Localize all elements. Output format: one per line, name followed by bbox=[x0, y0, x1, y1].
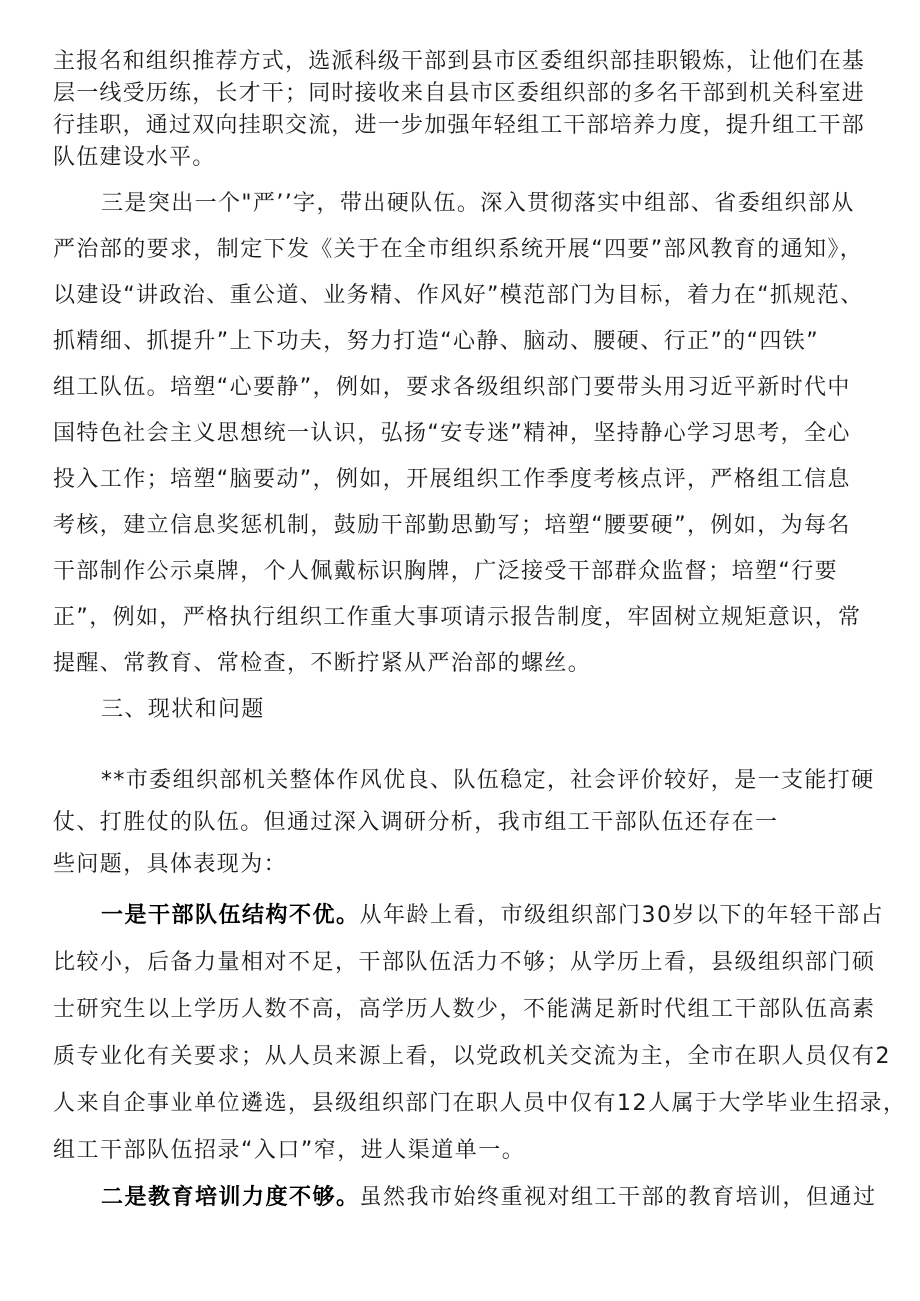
text-line: 国特色社会主义思想统一认识，弘扬“安专迷”精神，坚持静心学习思考，全心 bbox=[53, 421, 851, 446]
text-line: 层一线受历练，长才干；同时接收来自县市区委组织部的多名干部到机关科室进 bbox=[53, 81, 866, 106]
text-line: 组工干部队伍招录“入口”窄，进人渠道单一。 bbox=[53, 1138, 526, 1163]
text-line: 人来自企事业单位遴选，县级组织部门在职人员中仅有12人属于大学毕业生招录， bbox=[53, 1091, 907, 1116]
text-line: 行挂职，通过双向挂职交流，进一步加强年轻组工干部培养力度，提升组工干部 bbox=[53, 113, 866, 138]
bold-lead: 一是干部队伍结构不优。 bbox=[101, 903, 360, 928]
text-line bbox=[53, 1174, 877, 1221]
text-line bbox=[53, 892, 885, 939]
text-line: 以建设“讲政治、重公道、业务精、作风好”模范部门为目标，着力在“抓规范、 bbox=[53, 283, 864, 308]
text-line: 投入工作；培塑“脑要动”，例如，开展组织工作季度考核点评，严格组工信息 bbox=[53, 467, 851, 492]
paragraph-4 bbox=[53, 892, 907, 1221]
text-line: 提醒、常教育、常检查，不断拧紧从严治部的螺丝。 bbox=[53, 651, 592, 676]
section-heading: 三、现状和问题 bbox=[101, 697, 265, 722]
text-line: 组工队伍。培塑“心要静”，例如，要求各级组织部门要带头用习近平新时代中 bbox=[53, 375, 851, 400]
text-line: 抓精细、抓提升”上下功夫，努力打造“心静、脑动、腰硬、行正”的“四铁” bbox=[53, 329, 819, 354]
paragraph-2 bbox=[53, 181, 873, 733]
text-line: **市委组织部机关整体作风优良、队伍稳定，社会评价较好，是一支能打硬 bbox=[101, 768, 875, 793]
text-run: 从年龄上看，市级组织部门30岁以下的年轻干部占 bbox=[359, 903, 885, 928]
text-line: 士研究生以上学历人数不高，高学历人数少，不能满足新时代组工干部队伍高素 bbox=[53, 997, 876, 1022]
paragraph-3 bbox=[53, 760, 873, 886]
text-line: 仗、打胜仗的队伍。但通过深入调研分析，我市组工干部队伍还存在一 bbox=[53, 810, 779, 835]
text-run: 虽然我市始终重视对组工干部的教育培训，但通过 bbox=[359, 1185, 877, 1210]
text-line: 正”，例如，严格执行组织工作重大事项请示报告制度，牢固树立规矩意识，常 bbox=[53, 605, 862, 630]
text-line: 质专业化有关要求；从人员来源上看，以党政机关交流为主，全市在职人员仅有2 bbox=[53, 1044, 891, 1069]
paragraph-1 bbox=[53, 46, 871, 174]
text-line: 些问题，具体表现为： bbox=[53, 852, 288, 877]
bold-lead: 二是教育培训力度不够。 bbox=[101, 1185, 360, 1210]
text-line: 三是突出一个"严’’字，带出硬队伍。深入贯彻落实中组部、省委组织部从 bbox=[101, 191, 855, 216]
text-line: 严治部的要求，制定下发《关于在全市组织系统开展“四要”部风教育的通知》， bbox=[53, 237, 864, 262]
text-line: 比较小，后备力量相对不足，干部队伍活力不够；从学历上看，县级组织部门硕 bbox=[53, 950, 876, 975]
text-line: 干部制作公示桌牌，个人佩戴标识胸牌，广泛接受干部群众监督；培塑“行要 bbox=[53, 559, 838, 584]
text-line: 主报名和组织推荐方式，选派科级干部到县市区委组织部挂职锻炼，让他们在基 bbox=[53, 49, 866, 74]
text-line: 考核，建立信息奖惩机制，鼓励干部勤思勤写；培塑“腰要硬”，例如，为每名 bbox=[53, 513, 851, 538]
text-line: 队伍建设水平。 bbox=[53, 145, 216, 170]
